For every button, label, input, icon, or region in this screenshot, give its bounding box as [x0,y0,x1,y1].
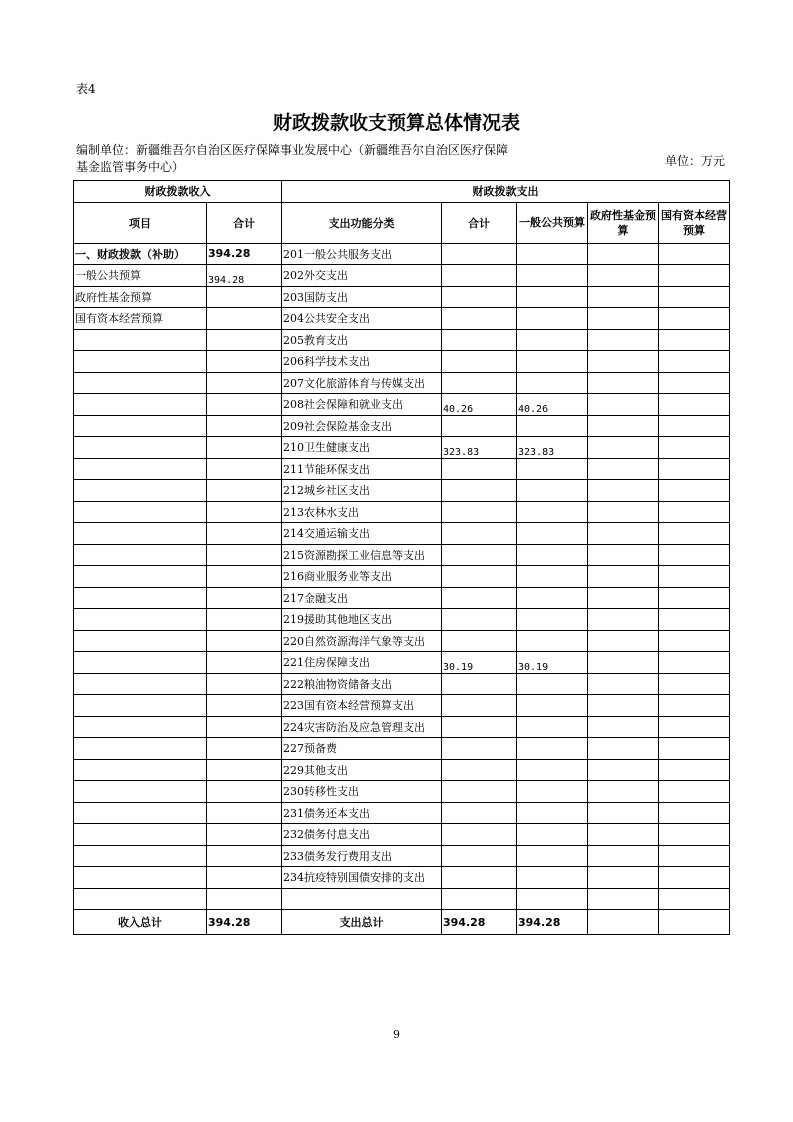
function-class-cell: 229其他支出 [282,759,442,781]
income-cell [207,652,282,674]
general-budget-cell [517,265,588,287]
expense-total-cell: 323.83 [442,437,517,459]
function-class-cell: 212城乡社区支出 [282,480,442,502]
general-budget-cell [517,845,588,867]
table-row [74,587,730,609]
state-capital-cell [659,695,730,717]
state-capital-cell [659,394,730,416]
expense-total-cell [442,587,517,609]
income-cell [207,523,282,545]
table-row [74,458,730,480]
gov-fund-cell [588,351,659,373]
gov-fund-cell [588,415,659,437]
expense-total-cell [442,351,517,373]
gov-fund-cell [588,630,659,652]
state-capital-cell [659,888,730,910]
general-budget-cell [517,243,588,265]
item-cell [74,630,207,652]
item-cell [74,501,207,523]
income-cell [207,480,282,502]
item-cell [74,566,207,588]
gov-fund-cell [588,587,659,609]
function-class-cell: 223国有资本经营预算支出 [282,695,442,717]
income-cell [207,587,282,609]
item-cell: 一般公共预算 [74,265,207,287]
table-row [74,845,730,867]
income-cell [207,372,282,394]
gov-fund-cell [588,544,659,566]
general-budget-cell [517,480,588,502]
gov-fund-cell [588,243,659,265]
table-body [74,243,730,910]
income-cell [207,544,282,566]
income-group-header: 财政拨款收入 [74,181,282,203]
gov-fund-cell [588,372,659,394]
expense-total-cell [442,265,517,287]
expense-total-cell [442,738,517,760]
expense-total-cell [442,286,517,308]
state-capital-cell [659,351,730,373]
gov-fund-cell [588,329,659,351]
general-total-value: 394.28 [517,910,588,935]
item-cell [74,845,207,867]
item-cell [74,716,207,738]
gov-fund-cell [588,716,659,738]
table-row [74,308,730,330]
general-budget-cell [517,738,588,760]
state-capital-cell [659,566,730,588]
general-budget-cell [517,824,588,846]
function-class-cell: 211节能环保支出 [282,458,442,480]
income-cell [207,802,282,824]
income-cell [207,738,282,760]
state-capital-cell [659,716,730,738]
income-cell [207,286,282,308]
gov-fund-cell [588,394,659,416]
function-class-cell: 216商业服务业等支出 [282,566,442,588]
table-row [74,630,730,652]
income-cell [207,437,282,459]
item-cell: 政府性基金预算 [74,286,207,308]
income-cell [207,845,282,867]
gov-fund-cell [588,824,659,846]
general-budget-cell [517,501,588,523]
function-class-cell: 213农林水支出 [282,501,442,523]
totals-row [74,910,730,935]
state-capital-cell [659,329,730,351]
state-capital-cell [659,867,730,889]
table-row [74,802,730,824]
table-row [74,544,730,566]
function-class-header: 支出功能分类 [282,202,442,243]
item-header: 项目 [74,202,207,243]
general-budget-cell [517,759,588,781]
function-class-cell: 208社会保障和就业支出 [282,394,442,416]
state-capital-cell [659,587,730,609]
function-class-cell: 230转移性支出 [282,781,442,803]
table-row [74,286,730,308]
table-row [74,372,730,394]
state-capital-cell [659,609,730,631]
item-cell [74,544,207,566]
fund-total-value [588,910,659,935]
function-class-cell: 227预备费 [282,738,442,760]
income-cell: 394.28 [207,243,282,265]
income-cell [207,888,282,910]
function-class-cell: 201一般公共服务支出 [282,243,442,265]
table-number-label: 表4 [76,82,96,96]
general-budget-cell [517,329,588,351]
function-class-cell: 203国防支出 [282,286,442,308]
table-row [74,867,730,889]
state-capital-cell [659,824,730,846]
income-cell [207,716,282,738]
function-class-cell: 232债务付息支出 [282,824,442,846]
table-row [74,243,730,265]
table-row [74,781,730,803]
item-cell [74,587,207,609]
state-capital-budget-header: 国有资本经营预算 [659,202,730,243]
expense-total-cell [442,308,517,330]
gov-fund-cell [588,501,659,523]
state-capital-cell [659,652,730,674]
expense-total-cell [442,372,517,394]
table-row [74,394,730,416]
table-row [74,652,730,674]
expense-total-cell [442,243,517,265]
income-cell [207,394,282,416]
expense-total-cell: 30.19 [442,652,517,674]
state-capital-cell [659,415,730,437]
expense-total-header: 合计 [442,202,517,243]
table-row [74,437,730,459]
function-class-cell: 222粮油物资储备支出 [282,673,442,695]
income-cell: 394.28 [207,265,282,287]
general-budget-cell [517,415,588,437]
expense-total-cell [442,716,517,738]
item-cell [74,329,207,351]
income-cell [207,351,282,373]
function-class-cell: 220自然资源海洋气象等支出 [282,630,442,652]
item-cell [74,802,207,824]
general-budget-cell [517,867,588,889]
general-budget-cell [517,458,588,480]
income-cell [207,867,282,889]
state-capital-cell [659,308,730,330]
function-class-cell: 234抗疫特别国债安排的支出 [282,867,442,889]
general-budget-cell [517,716,588,738]
expense-total-cell [442,415,517,437]
item-cell [74,609,207,631]
gov-fund-cell [588,867,659,889]
gov-fund-cell [588,458,659,480]
table-row [74,695,730,717]
item-cell: 国有资本经营预算 [74,308,207,330]
income-cell [207,695,282,717]
general-budget-cell [517,888,588,910]
compiling-unit: 编制单位：新疆维吾尔自治区医疗保障事业发展中心（新疆维吾尔自治区医疗保障基金监管事务中心） [76,143,509,174]
general-budget-cell: 323.83 [517,437,588,459]
general-budget-cell [517,286,588,308]
table-row [74,415,730,437]
table-row [74,824,730,846]
gov-fund-cell [588,673,659,695]
expense-total-cell [442,759,517,781]
item-cell [74,824,207,846]
function-class-cell: 207文化旅游体育与传媒支出 [282,372,442,394]
general-budget-cell [517,566,588,588]
table-row [74,329,730,351]
expense-total-label: 支出总计 [282,910,442,935]
item-cell [74,673,207,695]
income-cell [207,415,282,437]
item-cell [74,351,207,373]
state-capital-cell [659,802,730,824]
gov-fund-cell [588,523,659,545]
general-budget-cell [517,351,588,373]
table-row [74,716,730,738]
gov-fund-cell [588,738,659,760]
table-row [74,566,730,588]
expense-total-cell [442,609,517,631]
income-cell [207,458,282,480]
function-class-cell: 224灾害防治及应急管理支出 [282,716,442,738]
item-cell [74,458,207,480]
state-capital-cell [659,243,730,265]
general-budget-cell: 40.26 [517,394,588,416]
item-cell [74,437,207,459]
state-capital-cell [659,501,730,523]
general-budget-cell [517,781,588,803]
item-cell [74,738,207,760]
gov-fund-cell [588,695,659,717]
gov-fund-cell [588,609,659,631]
item-cell [74,372,207,394]
income-total-header: 合计 [207,202,282,243]
expense-total-cell [442,523,517,545]
general-budget-cell [517,695,588,717]
function-class-cell: 214交通运输支出 [282,523,442,545]
state-capital-cell [659,480,730,502]
expense-total-cell [442,480,517,502]
general-budget-cell [517,673,588,695]
gov-fund-cell [588,437,659,459]
gov-fund-cell [588,566,659,588]
function-class-cell: 210卫生健康支出 [282,437,442,459]
state-capital-cell [659,458,730,480]
unit-label: 单位：万元 [665,154,726,168]
item-cell [74,480,207,502]
gov-fund-cell [588,652,659,674]
item-cell [74,394,207,416]
expense-group-header: 财政拨款支出 [282,181,730,203]
income-cell [207,824,282,846]
general-budget-cell: 30.19 [517,652,588,674]
state-capital-cell [659,738,730,760]
table-row [74,351,730,373]
state-capital-cell [659,372,730,394]
function-class-cell: 204公共安全支出 [282,308,442,330]
state-capital-cell [659,265,730,287]
state-capital-cell [659,781,730,803]
function-class-cell: 209社会保险基金支出 [282,415,442,437]
table-row [74,673,730,695]
page-number: 9 [393,1028,400,1041]
expense-total-cell [442,824,517,846]
general-budget-cell [517,544,588,566]
income-cell [207,308,282,330]
expense-total-cell: 40.26 [442,394,517,416]
function-class-cell: 217金融支出 [282,587,442,609]
function-class-cell: 231债务还本支出 [282,802,442,824]
expense-total-cell [442,458,517,480]
general-budget-cell [517,523,588,545]
gov-fund-budget-header: 政府性基金预算 [588,202,659,243]
income-cell [207,673,282,695]
gov-fund-cell [588,480,659,502]
general-budget-cell [517,587,588,609]
expense-total-value: 394.28 [442,910,517,935]
item-cell [74,652,207,674]
state-capital-cell [659,544,730,566]
expense-total-cell [442,673,517,695]
item-cell [74,759,207,781]
state-capital-cell [659,845,730,867]
state-capital-cell [659,673,730,695]
function-class-cell: 221住房保障支出 [282,652,442,674]
general-budget-cell [517,609,588,631]
table-row [74,480,730,502]
general-budget-cell [517,802,588,824]
gov-fund-cell [588,286,659,308]
expense-total-cell [442,867,517,889]
income-cell [207,759,282,781]
item-cell: 一、财政拨款（补助） [74,243,207,265]
function-class-cell [282,888,442,910]
function-class-cell: 202外交支出 [282,265,442,287]
expense-total-cell [442,845,517,867]
item-cell [74,781,207,803]
general-budget-cell [517,372,588,394]
income-cell [207,630,282,652]
expense-total-cell [442,695,517,717]
expense-total-cell [442,781,517,803]
item-cell [74,867,207,889]
table-row [74,759,730,781]
table-row [74,501,730,523]
general-budget-cell [517,308,588,330]
gov-fund-cell [588,781,659,803]
state-capital-cell [659,759,730,781]
item-cell [74,888,207,910]
table-row [74,609,730,631]
state-capital-cell [659,286,730,308]
gov-fund-cell [588,802,659,824]
expense-total-cell [442,630,517,652]
item-cell [74,415,207,437]
expense-total-cell [442,888,517,910]
income-cell [207,329,282,351]
function-class-cell: 215资源勘探工业信息等支出 [282,544,442,566]
table-row [74,265,730,287]
income-total-value: 394.28 [207,910,282,935]
table-row [74,888,730,910]
income-total-label: 收入总计 [74,910,207,935]
expense-total-cell [442,544,517,566]
budget-table [73,180,730,935]
table-row [74,738,730,760]
capital-total-value [659,910,730,935]
gov-fund-cell [588,265,659,287]
income-cell [207,609,282,631]
gov-fund-cell [588,308,659,330]
item-cell [74,523,207,545]
state-capital-cell [659,523,730,545]
expense-total-cell [442,329,517,351]
gov-fund-cell [588,888,659,910]
state-capital-cell [659,437,730,459]
item-cell [74,695,207,717]
state-capital-cell [659,630,730,652]
function-class-cell: 219援助其他地区支出 [282,609,442,631]
income-cell [207,781,282,803]
page-title: 财政拨款收支预算总体情况表 [272,112,520,134]
income-cell [207,501,282,523]
table-row [74,523,730,545]
function-class-cell: 205教育支出 [282,329,442,351]
general-budget-cell [517,630,588,652]
function-class-cell: 206科学技术支出 [282,351,442,373]
gov-fund-cell [588,759,659,781]
expense-total-cell [442,802,517,824]
general-budget-header: 一般公共预算 [517,202,588,243]
income-cell [207,566,282,588]
expense-total-cell [442,566,517,588]
expense-total-cell [442,501,517,523]
gov-fund-cell [588,845,659,867]
function-class-cell: 233债务发行费用支出 [282,845,442,867]
